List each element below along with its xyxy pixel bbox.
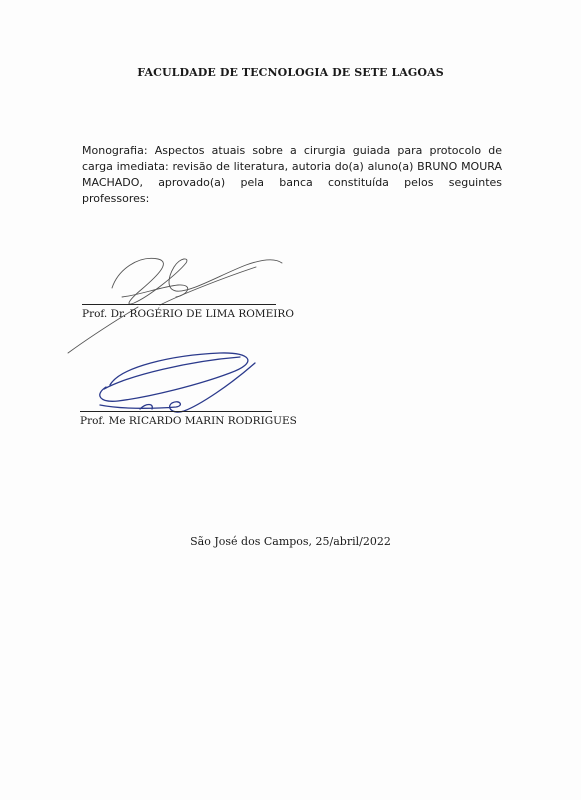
- signature-2: [80, 345, 270, 425]
- signatory-1-name: Prof. Dr. ROGÉRIO DE LIMA ROMEIRO: [82, 308, 294, 320]
- student-name: BRUNO MOURA MACHADO: [82, 160, 502, 189]
- approval-text-end: , aprovado(a) pela banca constituída pelos seguintes professores:: [82, 176, 502, 205]
- approval-text-start: Monografia: Aspectos atuais sobre a cirurgia guiada para protocolo de carga imediata: revisão de literatura, autoria do(a) aluno(a): [82, 144, 502, 173]
- institution-title: FACULDADE DE TECNOLOGIA DE SETE LAGOAS: [137, 66, 444, 79]
- signature-line-2: [80, 411, 272, 412]
- signature-line-1: [82, 304, 276, 305]
- place-and-date: São José dos Campos, 25/abril/2022: [190, 535, 391, 548]
- approval-paragraph: [82, 143, 502, 207]
- signatory-2-name: Prof. Me RICARDO MARIN RODRIGUES: [80, 415, 297, 427]
- signature-1: [60, 245, 290, 360]
